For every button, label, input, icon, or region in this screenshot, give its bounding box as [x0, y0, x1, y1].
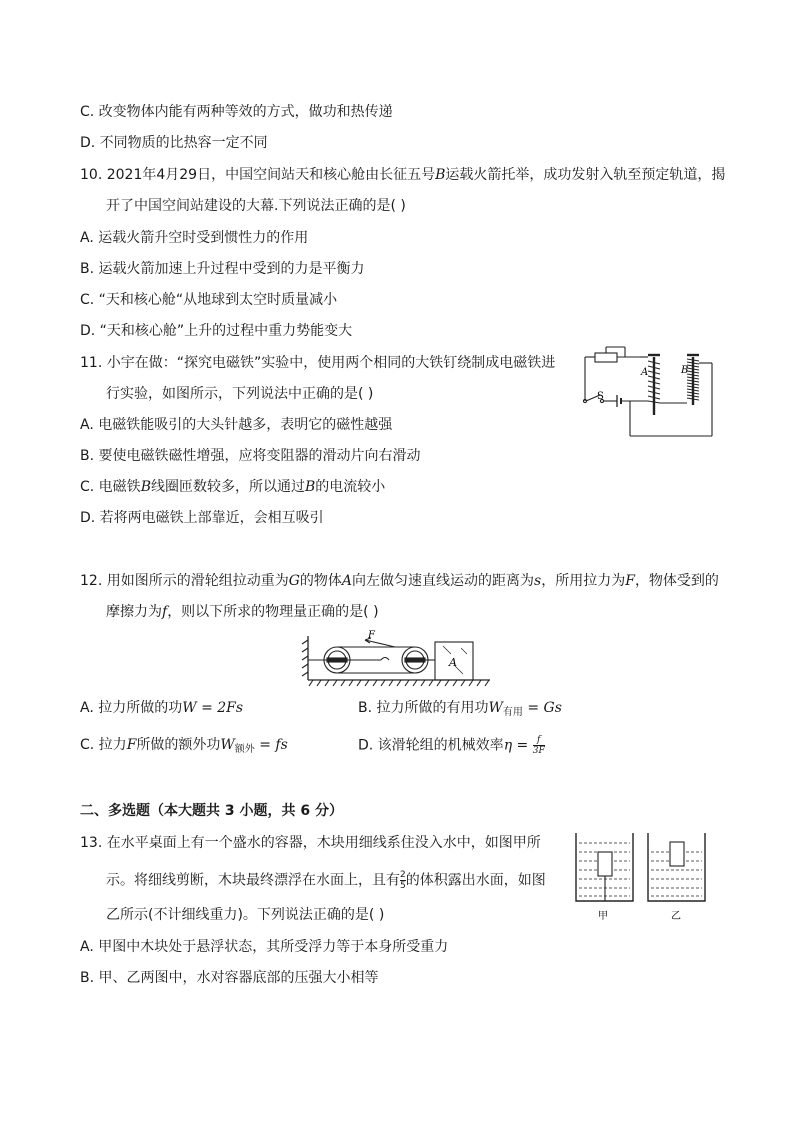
q13-frac-bottom: 5 [400, 881, 406, 891]
q10-stem-text: 2021年4月29日，中国空间站天和核心舱由长征五号 [106, 167, 436, 183]
label-s: S [597, 391, 604, 402]
q11-c-text-2: 线圈匝数较多，所以通过 [150, 479, 305, 495]
q11-c-text-3: 的电流较小 [315, 479, 386, 495]
q13-number: 13. [80, 835, 103, 851]
q12-b-label: B. 拉力所做的有用功 [358, 700, 489, 716]
q13-option-a: A. 甲图中木块处于悬浮状态，其所受浮力等于本身所受重力 [80, 939, 449, 955]
q9-option-d: D. 不同物质的比热容一定不同 [80, 135, 268, 151]
q12-d-fraction [533, 735, 545, 756]
wood-block-jia [598, 852, 612, 876]
q12-var-a: A [341, 573, 353, 589]
label-jia: 甲 [598, 911, 608, 922]
q12-d-frac-bottom: 3F [532, 746, 545, 756]
q12-b-sub: 有用 [502, 707, 523, 718]
q13-stem-line2 [106, 870, 546, 891]
section-2-title: 二、多选题（本大题共 3 小题，共 6 分） [80, 803, 343, 819]
q10-option-a: A. 运载火箭升空时受到惯性力的作用 [80, 230, 309, 246]
q13-option-b: B. 甲、乙两图中，水对容器底部的压强大小相等 [80, 970, 379, 986]
q10-option-d: D. “天和核心舱”上升的过程中重力势能变大 [80, 323, 353, 339]
q12-c-eq: = fs [254, 737, 288, 753]
q10-stem-var: B [435, 167, 446, 183]
q12-c-w: W [220, 737, 235, 753]
q12-var-g: G [288, 573, 300, 589]
q11-option-d: D. 若将两电磁铁上部靠近，会相互吸引 [80, 510, 324, 526]
q13-frac-top: 2 [400, 870, 406, 880]
label-a: A [641, 367, 649, 378]
q12-a-label: A. 拉力所做的功 [80, 700, 183, 716]
q13-stem-line1 [80, 833, 541, 853]
q12-d-label: D. 该滑轮组的机械效率 [358, 737, 504, 754]
q12-option-d [358, 735, 545, 756]
q12-stem-text-3: 向左做匀速直线运动的距离为 [352, 573, 535, 589]
rheostat [595, 353, 617, 362]
q12-var-s: s [534, 573, 542, 589]
q12-pulley-figure [305, 630, 490, 688]
q12-stem2-text-2: ，则以下所求的物理量正确的是( ) [167, 604, 379, 620]
q11-stem-text: 小宇在做：“探究电磁铁”实验中，使用两个相同的大铁钉绕制成电磁铁进 [106, 355, 556, 371]
q13-containers-figure [573, 831, 713, 923]
q11-number: 11. [80, 355, 103, 371]
q10-stem-line1 [80, 165, 725, 185]
q11-c-var: B [140, 479, 151, 495]
q12-var-f: F [625, 573, 635, 589]
q12-stem2-text: 摩擦力为 [106, 604, 162, 620]
q12-c-sub: 额外 [234, 744, 255, 755]
q13-stem2-text-2: 的体积露出水面，如图 [405, 872, 546, 889]
q10-stem-line2: 开了中国空间站建设的大幕.下列说法正确的是( ) [106, 198, 406, 214]
q10-number: 10. [80, 167, 103, 183]
label-yi: 乙 [671, 911, 681, 922]
q12-stem-text-2: 的物体 [299, 573, 342, 589]
q12-stem-text-4: ，所用拉力为 [541, 573, 626, 589]
wood-block-yi [670, 842, 684, 866]
q11-stem-line1 [80, 353, 555, 373]
q11-option-b: B. 要使电磁铁磁性增强，应将变阻器的滑动片向右滑动 [80, 448, 421, 464]
q11-option-a: A. 电磁铁能吸引的大头针越多，表明它的磁性越强 [80, 417, 393, 433]
q12-d-eta: η = [503, 737, 533, 754]
q12-b-w: W [488, 700, 503, 716]
q12-c-label: C. 拉力 [80, 737, 127, 753]
q12-number: 12. [80, 573, 103, 589]
q11-circuit-figure [575, 343, 725, 438]
q11-option-c [80, 477, 385, 497]
q12-c-f: F [126, 737, 137, 753]
q12-stem-line2 [106, 602, 379, 622]
q12-var-friction: f [162, 604, 168, 620]
q12-option-b [358, 698, 562, 723]
q11-c-var-2: B [304, 479, 316, 495]
q12-b-eq: = Gs [522, 700, 562, 716]
q10-option-b: B. 运载火箭加速上升过程中受到的力是平衡力 [80, 261, 365, 277]
q12-stem-line1 [80, 571, 719, 591]
q11-stem-line2: 行实验，如图所示，下列说法中正确的是( ) [106, 386, 374, 402]
q13-stem-line3: 乙所示(不计细线重力)。下列说法正确的是( ) [106, 907, 385, 923]
label-b: B [681, 365, 689, 376]
q12-stem-text-5: ，物体受到的 [634, 573, 719, 589]
label-block-a: A [449, 656, 457, 669]
q9-option-c: C. 改变物体内能有两种等效的方式，做功和热传递 [80, 104, 393, 120]
q12-c-label-2: 所做的额外功 [136, 737, 221, 753]
q11-c-text: C. 电磁铁 [80, 479, 141, 495]
q13-stem-text: 在水平桌面上有一个盛水的容器，木块用细线系住没入水中，如图甲所 [106, 835, 541, 851]
q12-option-a [80, 698, 243, 718]
q13-stem2-text: 示。将细线剪断，木块最终漂浮在水面上，且有 [106, 872, 400, 889]
label-f: F [368, 630, 375, 641]
q12-option-c [80, 735, 288, 760]
q10-option-c: C. “天和核心舱“从地球到太空时质量减小 [80, 292, 338, 308]
q12-a-eq: W = 2Fs [182, 700, 244, 716]
q12-d-frac-top: f [533, 735, 545, 746]
q10-stem-text-2: 运载火箭托举，成功发射入轨至预定轨道，揭 [445, 167, 726, 183]
q12-stem-text: 用如图所示的滑轮组拉动重为 [106, 573, 289, 589]
